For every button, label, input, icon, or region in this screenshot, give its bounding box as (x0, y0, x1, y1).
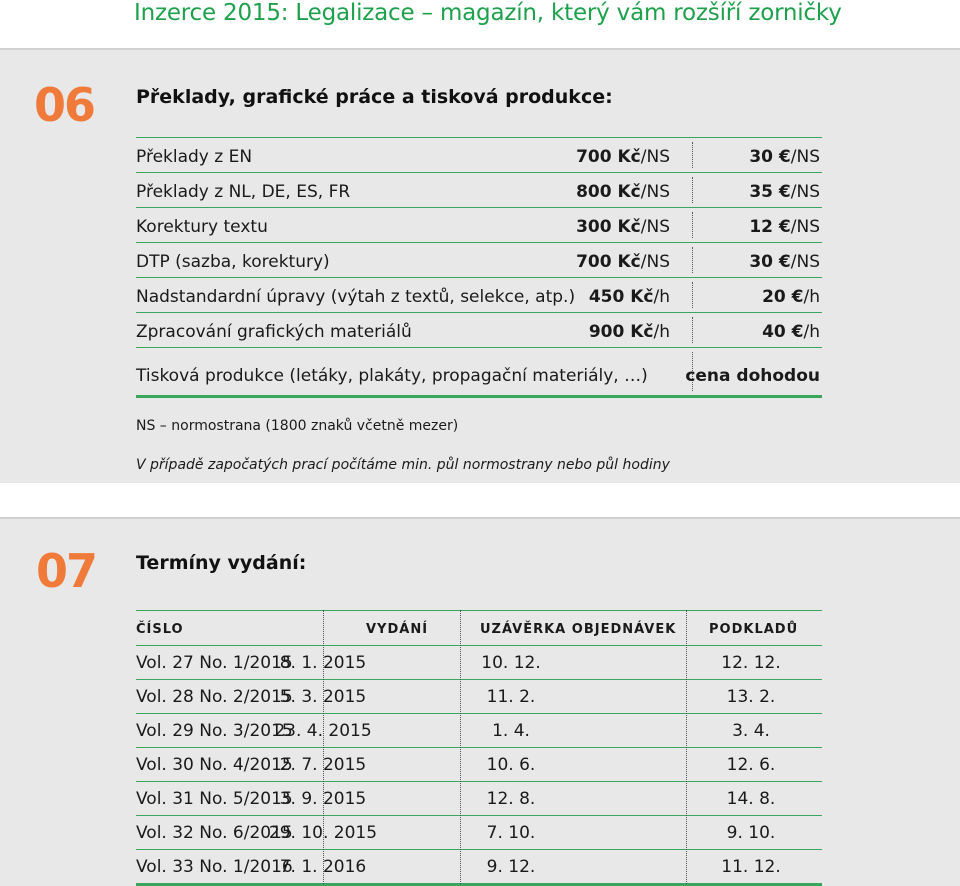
issue-number: Vol. 32 No. 6/2015 (136, 823, 293, 843)
price-eur (749, 182, 820, 202)
price-czk-value: 700 Kč (576, 147, 641, 167)
price-czk (576, 217, 670, 237)
materials-deadline: 12. 12. (721, 653, 781, 673)
price-row (136, 313, 822, 348)
materials-deadline: 9. 10. (726, 823, 776, 843)
price-czk (576, 252, 670, 272)
price-czk-unit: /NS (640, 147, 670, 167)
release-dates-table (136, 610, 822, 886)
price-eur-unit: /NS (790, 252, 820, 272)
column-separator (692, 247, 693, 273)
section-number-07: 07 (36, 544, 97, 598)
price-eur (749, 217, 820, 237)
price-czk-unit: /NS (640, 217, 670, 237)
order-deadline: 12. 8. (486, 789, 536, 809)
section-divider (0, 483, 960, 519)
minimum-note: V případě započatých prací počítáme min. půl normostrany nebo půl hodiny (136, 457, 670, 473)
column-separator (323, 610, 324, 884)
page-title: Inzerce 2015: Legalizace – magazín, který vám rozšíří zorničky (134, 0, 842, 26)
table-row (136, 748, 822, 782)
price-row (136, 208, 822, 243)
table-row (136, 850, 822, 886)
price-eur-unit: /NS (790, 217, 820, 237)
column-separator (692, 212, 693, 238)
service-label: DTP (sazba, korektury) (136, 252, 330, 272)
table-row (136, 714, 822, 748)
price-eur (749, 252, 820, 272)
issue-number: Vol. 30 No. 4/2015 (136, 755, 293, 775)
price-eur (762, 287, 820, 307)
header-issue: ČÍSLO (136, 622, 184, 637)
materials-deadline: 14. 8. (726, 789, 776, 809)
price-eur-value: 40 € (762, 322, 804, 342)
order-deadline: 9. 12. (486, 857, 536, 877)
page-header (0, 0, 960, 50)
release-date: 3. 9. 2015 (279, 789, 367, 809)
column-separator (460, 610, 461, 884)
header-release: VYDÁNÍ (366, 622, 429, 637)
order-deadline: 1. 4. (492, 721, 530, 741)
header-materials: PODKLADŮ (709, 622, 799, 637)
price-czk-unit: /h (653, 322, 670, 342)
service-label: Nadstandardní úpravy (výtah z textů, selekce, atp.) (136, 287, 576, 307)
release-date: 8. 1. 2015 (279, 653, 367, 673)
table-row (136, 782, 822, 816)
column-separator (686, 610, 687, 884)
materials-deadline: 12. 6. (726, 755, 776, 775)
release-date: 23. 4. 2015 (274, 721, 372, 741)
price-czk-value: 450 Kč (588, 287, 654, 307)
price-eur-unit: /h (803, 287, 820, 307)
issue-number: Vol. 28 No. 2/2015 (136, 687, 293, 707)
section-title-prices: Překlady, grafické práce a tisková produkce: (136, 86, 613, 108)
price-czk-value: 800 Kč (576, 182, 641, 202)
section-title-dates: Termíny vydání: (136, 552, 307, 574)
price-eur-value: 35 € (749, 182, 791, 202)
price-czk (576, 182, 670, 202)
table-row (136, 680, 822, 714)
price-row-print (136, 348, 822, 398)
column-separator (692, 142, 693, 168)
price-czk (589, 322, 670, 342)
column-separator (692, 317, 693, 343)
order-deadline: 7. 10. (486, 823, 536, 843)
price-czk (589, 287, 670, 307)
header-order-deadline: UZÁVĚRKA OBJEDNÁVEK (480, 622, 677, 637)
table-header (136, 610, 822, 646)
price-eur-value: 30 € (749, 147, 791, 167)
service-label: Zpracování grafických materiálů (136, 322, 412, 342)
issue-number: Vol. 29 No. 3/2015 (136, 721, 293, 741)
issue-number: Vol. 31 No. 5/2015 (136, 789, 293, 809)
price-czk-unit: /h (653, 287, 670, 307)
price-czk-value: 700 Kč (576, 252, 641, 272)
table-row (136, 816, 822, 850)
release-date: 7. 1. 2016 (279, 857, 367, 877)
issue-number: Vol. 33 No. 1/2016 (136, 857, 293, 877)
price-czk (576, 147, 670, 167)
price-czk-value: 300 Kč (576, 217, 641, 237)
service-label: Překlady z EN (136, 147, 253, 167)
release-date: 2. 7. 2015 (279, 755, 367, 775)
service-label: Překlady z NL, DE, ES, FR (136, 182, 351, 202)
price-row (136, 137, 822, 173)
price-eur (749, 147, 820, 167)
section-number-06: 06 (34, 78, 95, 132)
price-eur-value: 30 € (749, 252, 791, 272)
price-eur (762, 322, 820, 342)
price-eur-value: 12 € (749, 217, 791, 237)
price-eur-unit: /NS (790, 147, 820, 167)
price-czk-unit: /NS (640, 182, 670, 202)
price-eur-unit: /NS (790, 182, 820, 202)
price-czk-value: 900 Kč (588, 322, 654, 342)
issue-number: Vol. 27 No. 1/2015 (136, 653, 293, 673)
release-date: 5. 3. 2015 (279, 687, 367, 707)
materials-deadline: 3. 4. (732, 721, 770, 741)
column-separator (692, 282, 693, 308)
service-label: Korektury textu (136, 217, 268, 237)
price-eur-value: 20 € (762, 287, 804, 307)
order-deadline: 10. 6. (486, 755, 536, 775)
price-table (136, 137, 822, 398)
column-separator (692, 177, 693, 203)
materials-deadline: 11. 12. (721, 857, 781, 877)
order-deadline: 11. 2. (486, 687, 536, 707)
ns-note: NS – normostrana (1800 znaků včetně mezer) (136, 418, 459, 434)
order-deadline: 10. 12. (481, 653, 541, 673)
release-date: 29. 10. 2015 (268, 823, 378, 843)
service-label: Tisková produkce (letáky, plakáty, propagační materiály, …) (136, 366, 648, 386)
price-eur-unit: /h (803, 322, 820, 342)
price-row (136, 278, 822, 313)
price-row (136, 173, 822, 208)
materials-deadline: 13. 2. (726, 687, 776, 707)
price-row (136, 243, 822, 278)
price-czk-unit: /NS (640, 252, 670, 272)
table-row (136, 646, 822, 680)
price-negotiable: cena dohodou (685, 366, 820, 386)
